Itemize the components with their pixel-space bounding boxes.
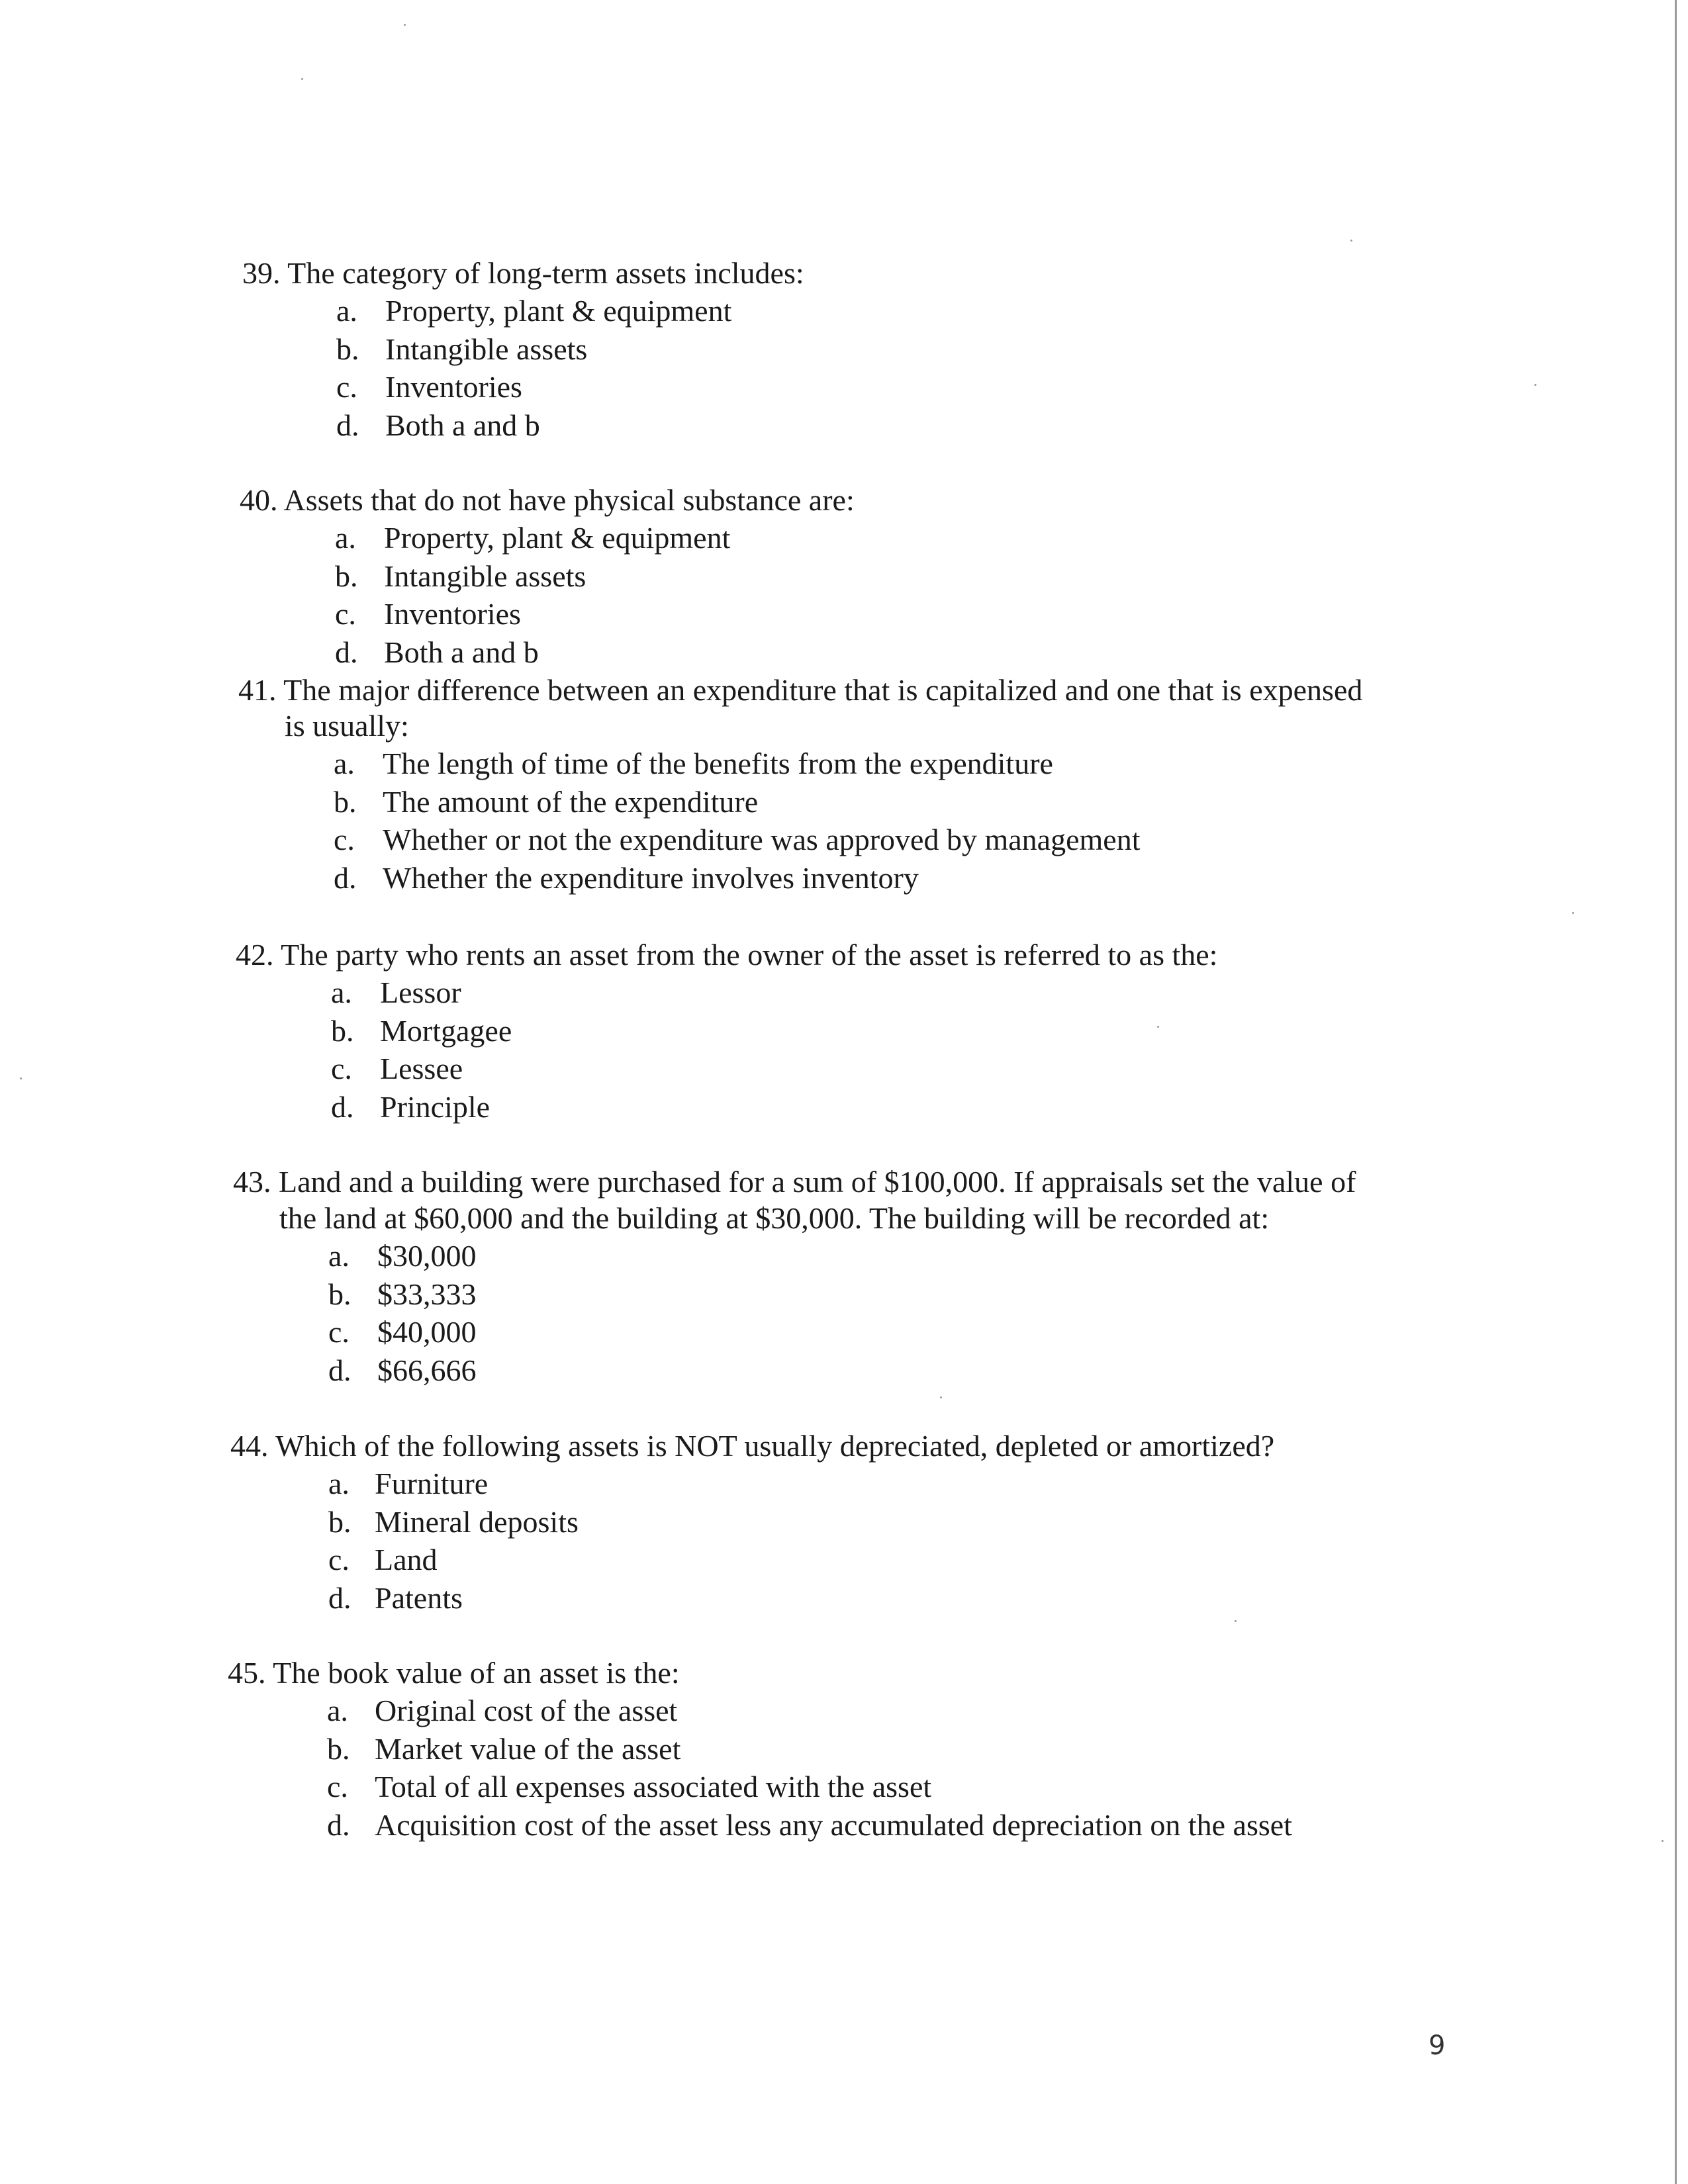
- option-a: [336, 292, 804, 330]
- question-39: [242, 255, 804, 444]
- question-stem: [238, 672, 1362, 709]
- option-text: Patents: [375, 1580, 463, 1615]
- option-text: $40,000: [377, 1315, 477, 1349]
- question-text: Which of the following assets is NOT usually depreciated, depleted or amortized?: [275, 1429, 1275, 1463]
- question-text: The category of long-term assets includes:: [287, 256, 804, 290]
- question-stem: [236, 936, 1217, 974]
- option-letter: d.: [328, 1580, 352, 1615]
- option-d: [334, 859, 1362, 897]
- option-text: Intangible assets: [384, 559, 586, 593]
- question-text-continued: is usually:: [285, 709, 409, 743]
- option-letter: a.: [327, 1694, 348, 1727]
- option-text: Market value of the asset: [375, 1731, 681, 1766]
- option-letter: b.: [328, 1504, 352, 1539]
- scan-speck: [20, 1077, 22, 1079]
- option-c: [336, 368, 804, 406]
- option-a: [328, 1237, 1356, 1275]
- page-edge-line: [1675, 0, 1677, 2184]
- option-d: [327, 1806, 1292, 1844]
- answer-options: [331, 974, 1217, 1126]
- question-45: [228, 1655, 1292, 1844]
- answer-options: [335, 519, 855, 671]
- question-43: [233, 1163, 1356, 1389]
- scan-speck: [301, 78, 303, 80]
- option-d: [328, 1579, 1274, 1617]
- option-letter: d.: [336, 408, 359, 442]
- option-b: [327, 1730, 680, 1768]
- option-letter: b.: [335, 559, 358, 593]
- question-stem: [242, 255, 804, 292]
- option-d: [328, 1351, 1356, 1390]
- option-a: [331, 974, 1217, 1012]
- question-number: 44.: [230, 1429, 269, 1463]
- option-letter: d.: [335, 635, 358, 669]
- option-text: The amount of the expenditure: [383, 784, 759, 819]
- scan-speck: [404, 24, 406, 26]
- question-42: [236, 936, 1217, 1126]
- option-text: The length of time of the benefits from the expenditure: [383, 747, 1053, 780]
- option-text: Lessee: [380, 1052, 463, 1085]
- question-text: Assets that do not have physical substance are:: [283, 483, 855, 517]
- question-stem: [240, 482, 855, 519]
- option-text: $66,666: [377, 1353, 477, 1387]
- option-text: Property, plant & equipment: [384, 521, 731, 555]
- question-text: Land and a building were purchased for a sum of $100,000. If appraisals set the value of: [279, 1165, 1356, 1199]
- option-a: [335, 519, 855, 557]
- option-letter: d.: [328, 1353, 352, 1387]
- question-stem: [233, 1163, 1356, 1201]
- question-stem: [228, 1655, 680, 1692]
- question-number: 40.: [240, 483, 278, 517]
- option-c: [327, 1768, 932, 1806]
- option-a: [334, 745, 1362, 783]
- option-b: [331, 1012, 1217, 1050]
- option-b: [336, 330, 804, 369]
- option-letter: c.: [327, 1770, 348, 1803]
- option-text: Land: [375, 1543, 438, 1576]
- option-letter: c.: [335, 597, 356, 631]
- option-text: Whether the expenditure involves inventory: [383, 860, 919, 895]
- option-letter: c.: [328, 1315, 350, 1349]
- option-text: Furniture: [375, 1467, 489, 1500]
- question-stem: [230, 1428, 1274, 1465]
- option-text: Mineral deposits: [375, 1504, 579, 1539]
- option-text: Both a and b: [385, 408, 540, 442]
- question-number: 41.: [238, 673, 277, 707]
- option-letter: a.: [336, 294, 357, 328]
- question-44: [230, 1428, 1274, 1617]
- option-b: [328, 1503, 1274, 1541]
- option-a: [328, 1465, 1274, 1503]
- option-letter: b.: [336, 332, 359, 366]
- option-letter: a.: [334, 747, 355, 780]
- option-letter: d.: [327, 1807, 350, 1842]
- option-text: Acquisition cost of the asset less any accumulated depreciation on the asset: [375, 1807, 1292, 1842]
- option-letter: c.: [334, 823, 355, 856]
- option-d: [336, 406, 804, 445]
- option-letter: b.: [327, 1731, 350, 1766]
- option-letter: c.: [328, 1543, 350, 1576]
- option-b: [328, 1275, 1356, 1314]
- question-text: The book value of an asset is the:: [273, 1656, 680, 1690]
- option-text: Inventories: [384, 597, 521, 631]
- question-41: [238, 672, 1362, 897]
- option-letter: b.: [334, 784, 357, 819]
- option-b: [335, 557, 855, 596]
- option-text: $30,000: [377, 1239, 477, 1273]
- answer-options: [328, 1237, 1356, 1389]
- scan-speck: [1235, 1620, 1237, 1622]
- option-b: [334, 783, 1362, 821]
- scan-speck: [1572, 912, 1574, 914]
- option-letter: c.: [331, 1052, 352, 1085]
- option-c: [328, 1541, 1274, 1579]
- scan-speck: [940, 1396, 942, 1398]
- option-letter: a.: [335, 521, 356, 555]
- page-number: 9: [1429, 2030, 1446, 2061]
- option-letter: a.: [328, 1239, 350, 1273]
- option-d: [335, 633, 855, 672]
- option-letter: d.: [331, 1089, 354, 1124]
- option-text: Principle: [380, 1089, 491, 1124]
- option-text: Property, plant & equipment: [385, 294, 732, 328]
- scan-speck: [1350, 240, 1352, 242]
- option-text: Total of all expenses associated with the asset: [375, 1770, 932, 1803]
- answer-options: [334, 745, 1362, 897]
- option-c: [331, 1050, 1217, 1088]
- option-text: $33,333: [377, 1277, 477, 1311]
- answer-options: [327, 1692, 1292, 1844]
- option-text: Lessor: [380, 976, 461, 1009]
- option-text: Mortgagee: [380, 1013, 512, 1048]
- question-number: 45.: [228, 1656, 266, 1690]
- question-number: 39.: [242, 256, 281, 290]
- option-text: Original cost of the asset: [375, 1694, 678, 1727]
- option-text: Inventories: [385, 370, 522, 404]
- option-a: [327, 1692, 680, 1730]
- question-text-continued: the land at $60,000 and the building at $30,000. The building will be recorded at:: [279, 1201, 1270, 1235]
- option-letter: a.: [331, 976, 352, 1009]
- option-c: [334, 821, 1362, 859]
- option-d: [331, 1088, 1217, 1126]
- scan-speck: [1662, 1840, 1664, 1842]
- question-number: 42.: [236, 938, 274, 972]
- question-text: The party who rents an asset from the owner of the asset is referred to as the:: [281, 938, 1218, 972]
- option-text: Whether or not the expenditure was approved by management: [383, 823, 1141, 856]
- option-letter: a.: [328, 1467, 350, 1500]
- option-text: Both a and b: [384, 635, 539, 669]
- answer-options: [328, 1465, 1274, 1617]
- answer-options: [336, 292, 804, 444]
- scan-speck: [1534, 384, 1536, 386]
- option-c: [335, 595, 855, 633]
- option-letter: c.: [336, 370, 357, 404]
- option-letter: b.: [331, 1013, 354, 1048]
- question-number: 43.: [233, 1165, 271, 1199]
- option-text: Intangible assets: [385, 332, 588, 366]
- option-letter: d.: [334, 860, 357, 895]
- question-40: [240, 482, 855, 671]
- option-letter: b.: [328, 1277, 352, 1311]
- question-text: The major difference between an expenditure that is capitalized and one that is expensed: [283, 673, 1363, 707]
- option-c: [328, 1313, 1356, 1351]
